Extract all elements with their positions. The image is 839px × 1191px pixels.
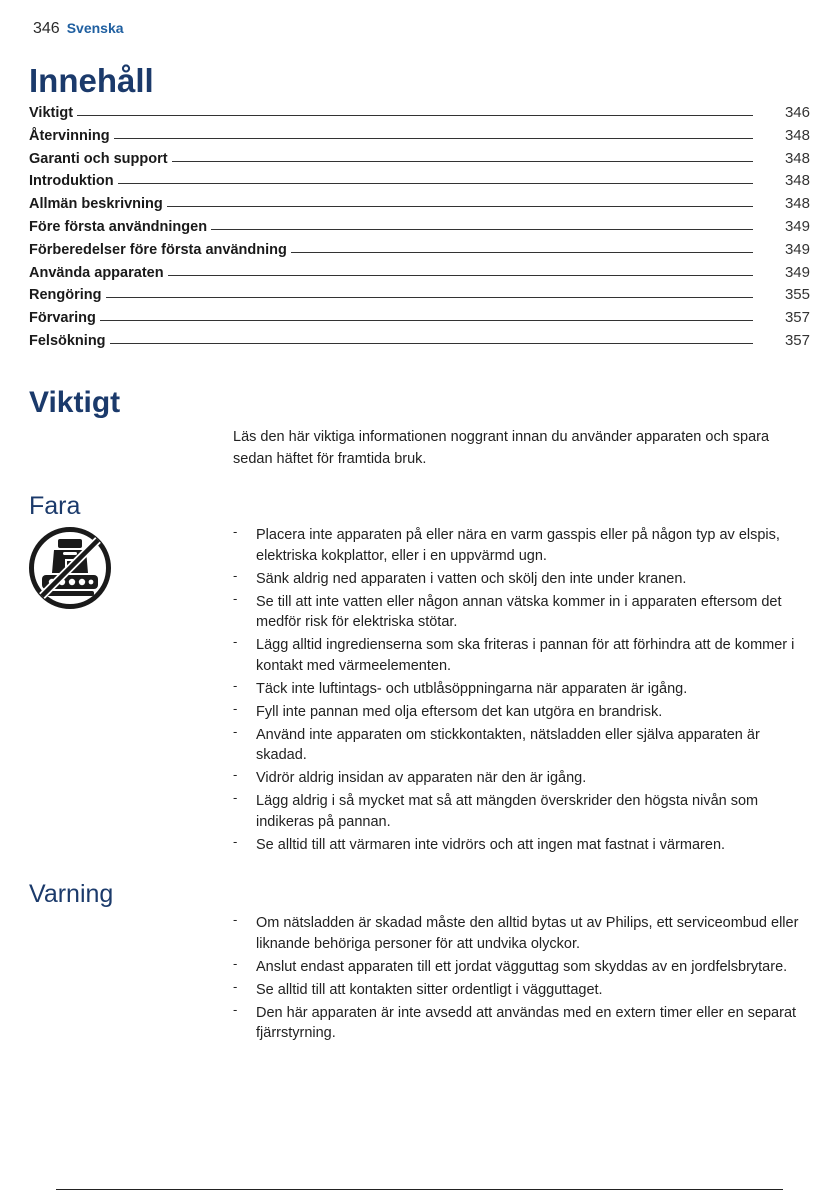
toc-entry-label: Använda apparaten — [29, 264, 164, 281]
toc-entry[interactable] — [29, 150, 810, 173]
toc-entry-page: 349 — [784, 240, 810, 258]
warning-list-item: - Se alltid till att kontakten sitter ordentligt i vägguttaget. — [233, 980, 813, 1001]
toc-entry[interactable] — [29, 172, 810, 195]
toc-entry-page: 346 — [784, 104, 810, 121]
warning-list — [233, 913, 813, 1046]
toc-entry[interactable] — [29, 241, 810, 264]
toc-entry-page: 349 — [784, 217, 810, 235]
toc-entry[interactable] — [29, 286, 810, 309]
toc-leader-line — [168, 275, 753, 276]
toc-entry-page: 349 — [784, 263, 810, 281]
toc-entry[interactable] — [29, 127, 810, 150]
warning-list-item: - Den här apparaten är inte avsedd att användas med en extern timer eller en separat fjärrstyrning. — [233, 1003, 813, 1044]
toc-leader-line — [172, 161, 753, 162]
warning-list-item: - Om nätsladden är skadad måste den alltid bytas ut av Philips, ett serviceombud eller liknande behöriga personer för att undvika olyckor. — [233, 913, 813, 954]
toc-entry-page: 357 — [784, 309, 810, 327]
toc-entry[interactable] — [29, 218, 810, 241]
toc-leader-line — [167, 206, 753, 207]
danger-list-item: - Täck inte luftintags- och utblåsöppningarna när apparaten är igång. — [233, 679, 813, 700]
toc-entry[interactable] — [29, 332, 810, 355]
toc-leader-line — [77, 115, 753, 116]
toc-leader-line — [118, 183, 753, 184]
danger-list — [233, 525, 813, 858]
warning-heading: Varning — [29, 880, 114, 908]
toc-entry-page: 348 — [784, 172, 810, 190]
section-heading-important: Viktigt — [29, 386, 121, 419]
important-intro: Läs den här viktiga informationen noggrant innan du använder apparaten och spara sedan häftet för framtida bruk. — [233, 429, 770, 467]
toc-leader-line — [211, 229, 753, 230]
toc-entry-label: Rengöring — [29, 287, 102, 304]
footer-divider — [56, 1189, 783, 1190]
toc-entry[interactable] — [29, 104, 810, 127]
toc-entry-page: 348 — [784, 126, 810, 144]
toc-leader-line — [291, 252, 753, 253]
toc-entry-page: 348 — [784, 195, 810, 213]
toc-entry-label: Återvinning — [29, 127, 110, 144]
danger-list-item: - Använd inte apparaten om stickkontakten, nätsladden eller själva apparaten är skadad. — [233, 725, 813, 766]
toc-entry[interactable] — [29, 195, 810, 218]
toc-leader-line — [114, 138, 753, 139]
danger-list-item: - Lägg aldrig i så mycket mat så att mängden överskrider den högsta nivån som indikeras på pannan. — [233, 791, 813, 832]
toc-entry-label: Garanti och support — [29, 150, 168, 167]
toc-leader-line — [110, 343, 753, 344]
warning-list-item: - Anslut endast apparaten till ett jordat vägguttag som skyddas av en jordfelsbrytare. — [233, 957, 813, 978]
page-header — [33, 20, 124, 38]
toc-leader-line — [106, 297, 754, 298]
toc-entry-page: 357 — [784, 331, 810, 349]
toc-entry[interactable] — [29, 309, 810, 332]
danger-list-item: - Placera inte apparaten på eller nära en varm gasspis eller på någon typ av elspis, elektriska kokplattor, eller i en uppvärmd ugn. — [233, 525, 813, 566]
toc-entry-page: 348 — [784, 149, 810, 167]
toc-entry-label: Felsökning — [29, 332, 106, 349]
toc-leader-line — [100, 320, 753, 321]
no-hob-placement-icon — [28, 526, 112, 610]
danger-heading: Fara — [29, 492, 81, 520]
table-of-contents — [29, 104, 810, 355]
danger-list-item: - Sänk aldrig ned apparaten i vatten och skölj den inte under kranen. — [233, 569, 813, 590]
page-number: 346 — [33, 20, 60, 37]
danger-list-item: - Fyll inte pannan med olja eftersom det kan utgöra en brandrisk. — [233, 702, 813, 723]
danger-list-item: - Se till att inte vatten eller någon annan vätska kommer in i apparaten eftersom det medför risk för elektriska stötar. — [233, 592, 813, 633]
toc-entry-page: 355 — [784, 286, 810, 304]
toc-entry[interactable] — [29, 264, 810, 287]
toc-entry-label: Förberedelser före första användning — [29, 241, 287, 258]
toc-entry-label: Introduktion — [29, 173, 114, 190]
danger-list-item: - Lägg alltid ingredienserna som ska friteras i pannan för att förhindra att de kommer i kontakt med värmeelementen. — [233, 635, 813, 676]
toc-title: Innehåll — [29, 62, 154, 99]
toc-entry-label: Allmän beskrivning — [29, 196, 163, 213]
toc-entry-label: Förvaring — [29, 310, 96, 327]
language-label: Svenska — [66, 20, 124, 36]
toc-entry-label: Före första användningen — [29, 218, 208, 235]
danger-list-item: - Vidrör aldrig insidan av apparaten när den är igång. — [233, 768, 813, 789]
danger-list-item: - Se alltid till att värmaren inte vidrörs och att ingen mat fastnat i värmaren. — [233, 835, 813, 856]
toc-entry-label: Viktigt — [29, 105, 74, 121]
